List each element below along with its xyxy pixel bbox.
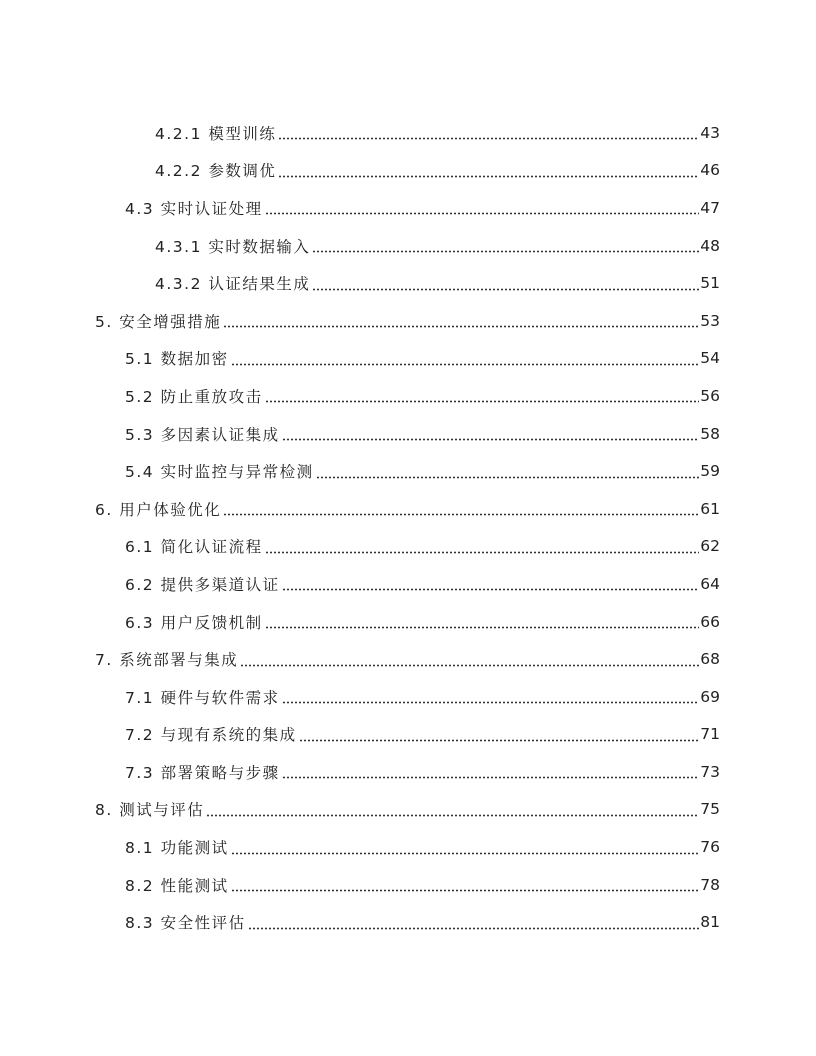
toc-entry-title: 7.1 硬件与软件需求 xyxy=(125,688,280,707)
toc-entry-title: 7.2 与现有系统的集成 xyxy=(125,726,297,745)
toc-entry-title: 5.2 防止重放攻击 xyxy=(125,387,263,406)
toc-entry[interactable] xyxy=(0,528,816,566)
toc-entry-page: 75 xyxy=(700,800,720,819)
dot-leader xyxy=(282,438,700,441)
toc-entry[interactable] xyxy=(0,828,816,866)
toc-entry-title: 5.4 实时监控与异常检测 xyxy=(125,463,314,482)
toc-entry-title: 7.3 部署策略与步骤 xyxy=(125,763,280,782)
toc-entry-page: 43 xyxy=(700,123,720,142)
toc-entry-title: 8.1 功能测试 xyxy=(125,839,229,858)
dot-leader xyxy=(278,137,699,140)
toc-entry-page: 47 xyxy=(700,198,720,217)
toc-entry[interactable] xyxy=(0,716,816,754)
dot-leader xyxy=(282,776,700,779)
toc-entry-title: 8. 测试与评估 xyxy=(95,801,205,820)
dot-leader xyxy=(265,551,700,554)
toc-entry-title: 5. 安全增强措施 xyxy=(95,312,222,331)
dot-leader xyxy=(282,701,700,704)
dot-leader xyxy=(206,814,699,817)
toc-entry-title: 4.2.1 模型训练 xyxy=(155,124,277,143)
dot-leader xyxy=(231,852,700,855)
toc-entry-page: 59 xyxy=(700,462,720,481)
toc-entry-page: 51 xyxy=(700,274,720,293)
toc-entry-page: 46 xyxy=(700,161,720,180)
toc-entry-page: 78 xyxy=(700,875,720,894)
toc-entry[interactable] xyxy=(0,415,816,453)
toc-entry-title: 4.2.2 参数调优 xyxy=(155,162,277,181)
toc-entry-title: 6.1 简化认证流程 xyxy=(125,538,263,557)
toc-entry-title: 5.1 数据加密 xyxy=(125,350,229,369)
toc-entry[interactable] xyxy=(0,866,816,904)
toc-entry-page: 64 xyxy=(700,574,720,593)
toc-entry-title: 4.3.1 实时数据输入 xyxy=(155,237,311,256)
toc-entry-page: 68 xyxy=(700,650,720,669)
dot-leader xyxy=(312,288,699,291)
dot-leader xyxy=(265,626,700,629)
toc-entry-page: 56 xyxy=(700,386,720,405)
toc-entry-page: 61 xyxy=(700,499,720,518)
toc-entry[interactable] xyxy=(0,791,816,829)
dot-leader xyxy=(265,400,700,403)
dot-leader xyxy=(278,175,699,178)
toc-entry-title: 4.3 实时认证处理 xyxy=(125,199,263,218)
dot-leader xyxy=(312,250,699,253)
toc-entry-page: 53 xyxy=(700,311,720,330)
toc-entry-page: 58 xyxy=(700,424,720,443)
toc-entry[interactable] xyxy=(0,452,816,490)
dot-leader xyxy=(316,476,700,479)
toc-entry-title: 8.2 性能测试 xyxy=(125,876,229,895)
toc-entry[interactable] xyxy=(0,753,816,791)
toc-entry[interactable] xyxy=(0,603,816,641)
toc-entry-title: 8.3 安全性评估 xyxy=(125,914,246,933)
dot-leader xyxy=(299,739,700,742)
toc-entry[interactable] xyxy=(0,340,816,378)
dot-leader xyxy=(240,664,699,667)
toc-entry-title: 5.3 多因素认证集成 xyxy=(125,425,280,444)
table-of-contents xyxy=(0,114,816,941)
toc-entry[interactable] xyxy=(0,678,816,716)
toc-entry-page: 81 xyxy=(700,913,720,932)
dot-leader xyxy=(282,588,700,591)
dot-leader xyxy=(265,212,700,215)
toc-entry-title: 6. 用户体验优化 xyxy=(95,500,222,519)
toc-entry[interactable] xyxy=(0,565,816,603)
toc-entry[interactable] xyxy=(0,302,816,340)
toc-entry-title: 4.3.2 认证结果生成 xyxy=(155,275,311,294)
toc-entry-title: 6.3 用户反馈机制 xyxy=(125,613,263,632)
toc-entry[interactable] xyxy=(0,189,816,227)
dot-leader xyxy=(231,889,700,892)
toc-entry-page: 54 xyxy=(700,349,720,368)
dot-leader xyxy=(248,927,700,930)
toc-entry-title: 7. 系统部署与集成 xyxy=(95,651,239,670)
dot-leader xyxy=(223,325,699,328)
toc-entry-page: 69 xyxy=(700,687,720,706)
toc-entry[interactable] xyxy=(0,114,816,152)
dot-leader xyxy=(223,513,699,516)
toc-entry[interactable] xyxy=(0,377,816,415)
toc-entry-page: 71 xyxy=(700,725,720,744)
toc-entry-page: 62 xyxy=(700,537,720,556)
toc-entry-page: 76 xyxy=(700,838,720,857)
toc-entry[interactable] xyxy=(0,490,816,528)
dot-leader xyxy=(231,363,700,366)
toc-entry-page: 66 xyxy=(700,612,720,631)
toc-entry-page: 48 xyxy=(700,236,720,255)
toc-entry[interactable] xyxy=(0,903,816,941)
toc-entry[interactable] xyxy=(0,152,816,190)
toc-entry-title: 6.2 提供多渠道认证 xyxy=(125,575,280,594)
toc-entry-page: 73 xyxy=(700,762,720,781)
toc-entry[interactable] xyxy=(0,264,816,302)
toc-entry[interactable] xyxy=(0,227,816,265)
toc-entry[interactable] xyxy=(0,640,816,678)
